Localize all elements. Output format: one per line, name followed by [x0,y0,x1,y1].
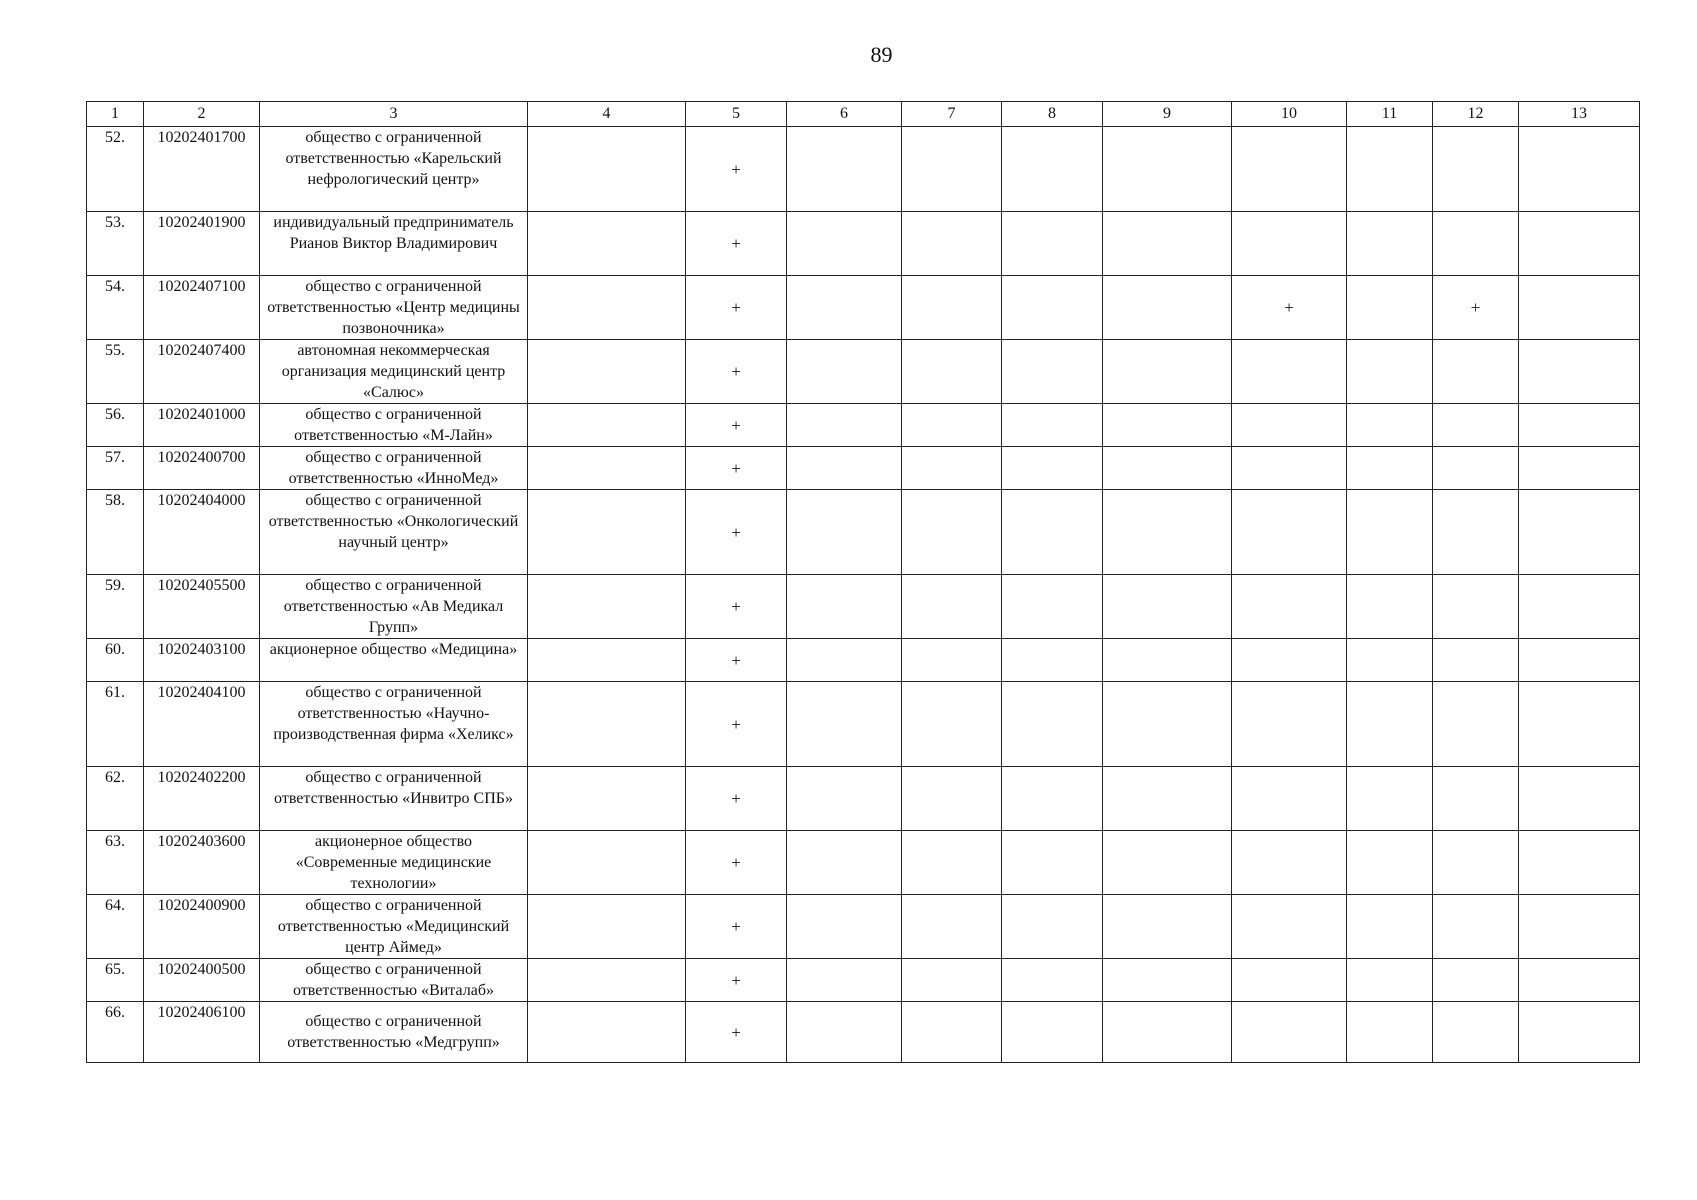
cell-col-4 [528,276,686,340]
cell-col-11 [1347,1002,1433,1063]
cell-col-7 [902,682,1002,767]
cell-col-4 [528,447,686,490]
cell-col-12 [1433,212,1519,276]
cell-col-8 [1002,767,1103,831]
column-header: 3 [260,102,528,127]
cell-col-6 [787,490,902,575]
cell-col-6 [787,682,902,767]
cell-col-9 [1103,276,1232,340]
cell-col-7 [902,895,1002,959]
registry-code: 10202404000 [144,490,260,575]
cell-col-8 [1002,831,1103,895]
cell-col-12 [1433,404,1519,447]
registry-code: 10202405500 [144,575,260,639]
column-header: 2 [144,102,260,127]
cell-col-11 [1347,340,1433,404]
cell-col-5: + [686,895,787,959]
cell-col-9 [1103,340,1232,404]
cell-col-13 [1519,575,1640,639]
row-number: 54. [87,276,144,340]
organization-name: общество с ограниченной ответственностью «Ав Медикал Групп» [260,575,528,639]
cell-col-4 [528,127,686,212]
cell-col-10 [1232,959,1347,1002]
cell-col-10: + [1232,276,1347,340]
cell-col-8 [1002,1002,1103,1063]
cell-col-8 [1002,682,1103,767]
cell-col-7 [902,1002,1002,1063]
cell-col-5: + [686,639,787,682]
cell-col-4 [528,767,686,831]
cell-col-13 [1519,447,1640,490]
cell-col-7 [902,127,1002,212]
cell-col-10 [1232,212,1347,276]
cell-col-10 [1232,575,1347,639]
cell-col-10 [1232,831,1347,895]
row-number: 61. [87,682,144,767]
registry-code: 10202407100 [144,276,260,340]
cell-col-5: + [686,490,787,575]
cell-col-9 [1103,831,1232,895]
organization-name: общество с ограниченной ответственностью «Виталаб» [260,959,528,1002]
cell-col-8 [1002,575,1103,639]
cell-col-8 [1002,127,1103,212]
registry-table [86,101,1640,1063]
cell-col-6 [787,447,902,490]
cell-col-10 [1232,1002,1347,1063]
cell-col-8 [1002,639,1103,682]
registry-code: 10202406100 [144,1002,260,1063]
cell-col-13 [1519,639,1640,682]
cell-col-4 [528,895,686,959]
cell-col-5: + [686,575,787,639]
cell-col-9 [1103,212,1232,276]
cell-col-12 [1433,575,1519,639]
organization-name: индивидуальный предприниматель Рианов Виктор Владимирович [260,212,528,276]
row-number: 66. [87,1002,144,1063]
cell-col-7 [902,767,1002,831]
table-row [87,682,1640,767]
column-header: 9 [1103,102,1232,127]
cell-col-11 [1347,831,1433,895]
registry-code: 10202403600 [144,831,260,895]
cell-col-12: + [1433,276,1519,340]
cell-col-8 [1002,959,1103,1002]
cell-col-8 [1002,276,1103,340]
row-number: 56. [87,404,144,447]
cell-col-9 [1103,404,1232,447]
cell-col-6 [787,959,902,1002]
row-number: 55. [87,340,144,404]
cell-col-9 [1103,767,1232,831]
column-header: 8 [1002,102,1103,127]
cell-col-11 [1347,490,1433,575]
cell-col-13 [1519,340,1640,404]
cell-col-13 [1519,276,1640,340]
row-number: 62. [87,767,144,831]
cell-col-12 [1433,127,1519,212]
organization-name: общество с ограниченной ответственностью «Инвитро СПБ» [260,767,528,831]
cell-col-4 [528,831,686,895]
cell-col-5: + [686,340,787,404]
cell-col-12 [1433,895,1519,959]
cell-col-6 [787,127,902,212]
registry-code: 10202402200 [144,767,260,831]
cell-col-11 [1347,639,1433,682]
table-row [87,1002,1640,1063]
row-number: 60. [87,639,144,682]
cell-col-12 [1433,639,1519,682]
row-number: 52. [87,127,144,212]
cell-col-9 [1103,639,1232,682]
row-number: 57. [87,447,144,490]
cell-col-6 [787,1002,902,1063]
cell-col-7 [902,831,1002,895]
page-number: 89 [870,42,893,67]
cell-col-7 [902,276,1002,340]
cell-col-12 [1433,340,1519,404]
cell-col-7 [902,959,1002,1002]
cell-col-11 [1347,767,1433,831]
cell-col-10 [1232,127,1347,212]
cell-col-10 [1232,447,1347,490]
cell-col-4 [528,212,686,276]
cell-col-11 [1347,276,1433,340]
cell-col-13 [1519,127,1640,212]
cell-col-9 [1103,127,1232,212]
cell-col-8 [1002,212,1103,276]
column-header: 10 [1232,102,1347,127]
cell-col-12 [1433,831,1519,895]
cell-col-5: + [686,1002,787,1063]
cell-col-13 [1519,212,1640,276]
table-row [87,212,1640,276]
cell-col-7 [902,639,1002,682]
column-header: 6 [787,102,902,127]
table-row [87,340,1640,404]
organization-name: акционерное общество «Современные медицинские технологии» [260,831,528,895]
cell-col-5: + [686,276,787,340]
cell-col-12 [1433,682,1519,767]
cell-col-6 [787,831,902,895]
cell-col-11 [1347,212,1433,276]
row-number: 58. [87,490,144,575]
cell-col-13 [1519,831,1640,895]
cell-col-11 [1347,895,1433,959]
organization-name: общество с ограниченной ответственностью «Научно-производственная фирма «Хеликс» [260,682,528,767]
table-row [87,959,1640,1002]
cell-col-5: + [686,959,787,1002]
cell-col-11 [1347,447,1433,490]
cell-col-12 [1433,767,1519,831]
cell-col-6 [787,404,902,447]
cell-col-13 [1519,767,1640,831]
cell-col-5: + [686,212,787,276]
column-header: 1 [87,102,144,127]
cell-col-12 [1433,959,1519,1002]
cell-col-11 [1347,959,1433,1002]
cell-col-10 [1232,639,1347,682]
column-header: 12 [1433,102,1519,127]
cell-col-5: + [686,127,787,212]
cell-col-9 [1103,1002,1232,1063]
table-row [87,404,1640,447]
cell-col-10 [1232,404,1347,447]
cell-col-4 [528,682,686,767]
row-number: 64. [87,895,144,959]
cell-col-13 [1519,682,1640,767]
table-row [87,895,1640,959]
registry-code: 10202403100 [144,639,260,682]
cell-col-9 [1103,682,1232,767]
cell-col-4 [528,639,686,682]
cell-col-12 [1433,1002,1519,1063]
row-number: 59. [87,575,144,639]
cell-col-10 [1232,682,1347,767]
organization-name: автономная некоммерческая организация медицинский центр «Салюс» [260,340,528,404]
cell-col-6 [787,276,902,340]
cell-col-11 [1347,127,1433,212]
organization-name: общество с ограниченной ответственностью «Медицинский центр Аймед» [260,895,528,959]
cell-col-7 [902,212,1002,276]
table-row [87,276,1640,340]
registry-code: 10202400900 [144,895,260,959]
column-header: 5 [686,102,787,127]
row-number: 53. [87,212,144,276]
cell-col-8 [1002,340,1103,404]
cell-col-4 [528,340,686,404]
cell-col-6 [787,639,902,682]
cell-col-9 [1103,575,1232,639]
cell-col-10 [1232,490,1347,575]
cell-col-10 [1232,340,1347,404]
registry-code: 10202400700 [144,447,260,490]
cell-col-11 [1347,404,1433,447]
cell-col-4 [528,404,686,447]
cell-col-9 [1103,447,1232,490]
table-row [87,639,1640,682]
cell-col-9 [1103,959,1232,1002]
cell-col-11 [1347,575,1433,639]
cell-col-7 [902,575,1002,639]
table-row [87,127,1640,212]
cell-col-12 [1433,447,1519,490]
cell-col-10 [1232,767,1347,831]
table-row [87,831,1640,895]
cell-col-5: + [686,404,787,447]
cell-col-4 [528,1002,686,1063]
cell-col-7 [902,404,1002,447]
column-number-header-row [87,102,1640,127]
row-number: 65. [87,959,144,1002]
cell-col-6 [787,575,902,639]
table-row [87,575,1640,639]
registry-code: 10202401000 [144,404,260,447]
organization-name: общество с ограниченной ответственностью «ИнноМед» [260,447,528,490]
table-row [87,447,1640,490]
row-number: 63. [87,831,144,895]
cell-col-5: + [686,447,787,490]
organization-name: общество с ограниченной ответственностью «Онкологический научный центр» [260,490,528,575]
cell-col-13 [1519,490,1640,575]
cell-col-5: + [686,767,787,831]
cell-col-4 [528,575,686,639]
cell-col-7 [902,447,1002,490]
cell-col-4 [528,490,686,575]
table-row [87,767,1640,831]
organization-name: общество с ограниченной ответственностью «Медгрупп» [260,1002,528,1063]
cell-col-5: + [686,682,787,767]
registry-code: 10202401700 [144,127,260,212]
column-header: 7 [902,102,1002,127]
cell-col-6 [787,340,902,404]
cell-col-8 [1002,447,1103,490]
cell-col-13 [1519,404,1640,447]
registry-code: 10202401900 [144,212,260,276]
cell-col-6 [787,212,902,276]
registry-code: 10202407400 [144,340,260,404]
registry-code: 10202400500 [144,959,260,1002]
cell-col-8 [1002,404,1103,447]
cell-col-8 [1002,490,1103,575]
registry-code: 10202404100 [144,682,260,767]
organization-name: общество с ограниченной ответственностью «Центр медицины позвоночника» [260,276,528,340]
cell-col-8 [1002,895,1103,959]
column-header: 13 [1519,102,1640,127]
cell-col-7 [902,490,1002,575]
organization-name: общество с ограниченной ответственностью «Карельский нефрологический центр» [260,127,528,212]
organization-name: общество с ограниченной ответственностью «М-Лайн» [260,404,528,447]
cell-col-7 [902,340,1002,404]
cell-col-5: + [686,831,787,895]
column-header: 4 [528,102,686,127]
cell-col-4 [528,959,686,1002]
cell-col-12 [1433,490,1519,575]
cell-col-13 [1519,959,1640,1002]
cell-col-13 [1519,1002,1640,1063]
cell-col-6 [787,767,902,831]
cell-col-13 [1519,895,1640,959]
cell-col-9 [1103,490,1232,575]
table-row [87,490,1640,575]
cell-col-9 [1103,895,1232,959]
column-header: 11 [1347,102,1433,127]
organization-name: акционерное общество «Медицина» [260,639,528,682]
cell-col-11 [1347,682,1433,767]
cell-col-6 [787,895,902,959]
cell-col-10 [1232,895,1347,959]
